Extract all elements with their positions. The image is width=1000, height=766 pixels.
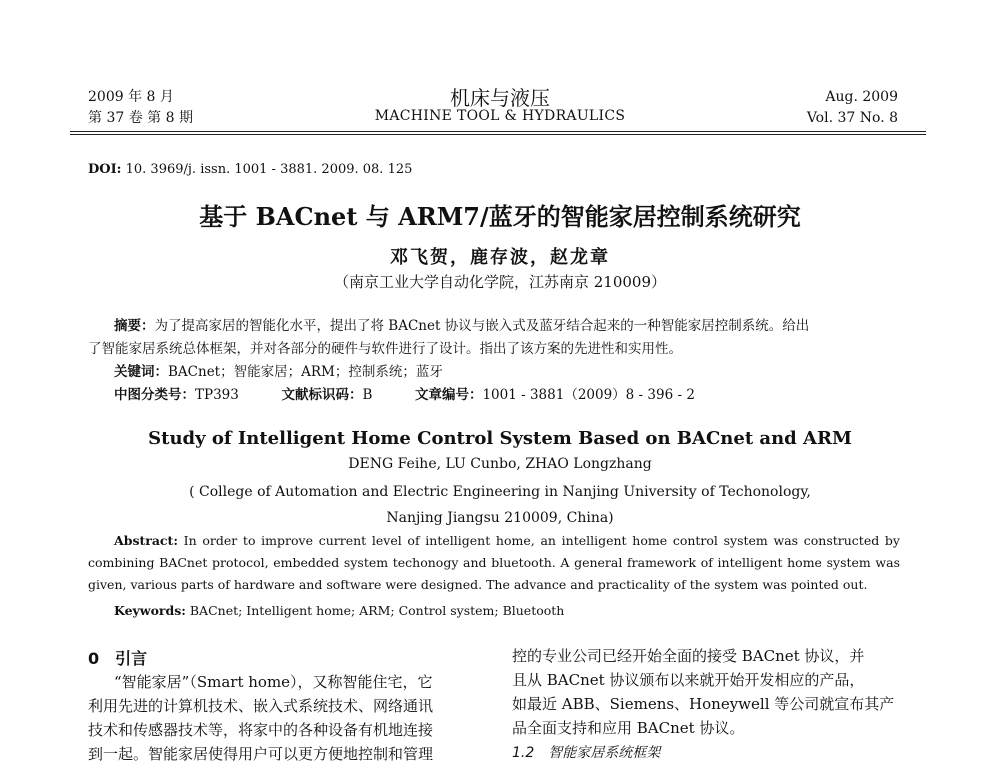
header-rule-2 [70, 134, 926, 135]
authors-cn: 邓飞贺，鹿存波，赵龙章 [390, 247, 610, 268]
keywords-en [114, 603, 564, 618]
paper-title-en: Study of Intelligent Home Control System Based on BACnet and ARM [148, 428, 852, 449]
authors-en: DENG Feihe, LU Cunbo, ZHAO Longzhang [348, 456, 652, 472]
abstract-en-text: In order to improve current level of intelligent home, an intelligent home control system was constructed by combining BACnet protocol, embedded system techonogy and bluetooth. A general framework of intelligent home system was given, various parts of hardware and software were designed. The advance and practicality of the system was pointed out. [88, 533, 900, 592]
body-right-line-1: 控的专业公司已经开始全面的接受 BACnet 协议，并 [512, 647, 865, 665]
keywords-en-value: BACnet; Intelligent home; ARM; Control system; Bluetooth [189, 603, 565, 618]
header-volume-cn: 第 37 卷 第 8 期 [88, 110, 193, 126]
clc-value: TP393 [195, 387, 239, 403]
affiliation-en-1: ( College of Automation and Electric Engineering in Nanjing University of Techonology, [189, 484, 811, 500]
header-volume-en: Vol. 37 No. 8 [806, 110, 898, 126]
body-left-line-1: “智能家居”（Smart home），又称智能住宅，它 [114, 673, 433, 691]
keywords-cn [114, 362, 443, 382]
affiliation-en-2: Nanjing Jiangsu 210009, China) [386, 510, 614, 526]
body-right-line-3: 如最近 ABB、Siemens、Honeywell 等公司就宣布其产 [512, 695, 895, 713]
doi-line [88, 162, 412, 177]
keywords-cn-label: 关键词： [114, 364, 168, 380]
body-left-line-3: 技术和传感器技术等，将家中的各种设备有机地连接 [88, 721, 434, 739]
abstract-en-label: Abstract: [114, 533, 178, 548]
affiliation-cn: （南京工业大学自动化学院，江苏南京 210009） [333, 273, 667, 291]
header-rule [70, 131, 926, 132]
abstract-cn-text-2: 了智能家居系统总体框架，并对各部分的硬件与软件进行了设计。指出了该方案的先进性和实用性。 [88, 341, 682, 357]
doc-code-label: 文献标识码： [281, 387, 363, 403]
abstract-cn-line1 [114, 316, 809, 336]
journal-title-cn: 机床与液压 [450, 86, 550, 110]
paper-title-cn: 基于 BACnet 与 ARM7/蓝牙的智能家居控制系统研究 [199, 202, 801, 231]
doc-code-value: B [362, 387, 373, 403]
body-right-line-2: 且从 BACnet 协议颁布以来就开始开发相应的产品， [512, 671, 865, 689]
keywords-cn-value: BACnet；智能家居；ARM；控制系统；蓝牙 [168, 364, 443, 380]
doi-value: 10. 3969/j. issn. 1001 - 3881. 2009. 08. 125 [125, 162, 413, 177]
header-date-cn: 2009 年 8 月 [88, 89, 174, 105]
clc-label: 中图分类号： [114, 387, 195, 403]
article-no-label: 文章编号： [414, 387, 483, 403]
keywords-en-label: Keywords: [114, 603, 186, 618]
body-left-line-2: 利用先进的计算机技术、嵌入式系统技术、网络通讯 [88, 697, 434, 715]
journal-title-en: MACHINE TOOL & HYDRAULICS [374, 108, 626, 124]
section-0-heading: 0 引言 [88, 649, 148, 668]
classification-line [114, 385, 695, 405]
abstract-en [88, 530, 900, 596]
doi-label: DOI: [88, 162, 122, 177]
body-right-line-4: 品全面支持和应用 BACnet 协议。 [512, 719, 745, 737]
subsection-1-2-heading: 1.2 智能家居系统框架 [512, 745, 661, 761]
abstract-cn-text-1: 为了提高家居的智能化水平，提出了将 BACnet 协议与嵌入式及蓝牙结合起来的一种智能家居控制系统。给出 [154, 318, 810, 334]
abstract-cn-label: 摘要： [114, 318, 155, 334]
body-left-line-4: 到一起。智能家居使得用户可以更方便地控制和管理 [88, 745, 434, 763]
header-date-en: Aug. 2009 [825, 89, 898, 105]
article-no-value: 1001 - 3881（2009）8 - 396 - 2 [482, 387, 695, 403]
